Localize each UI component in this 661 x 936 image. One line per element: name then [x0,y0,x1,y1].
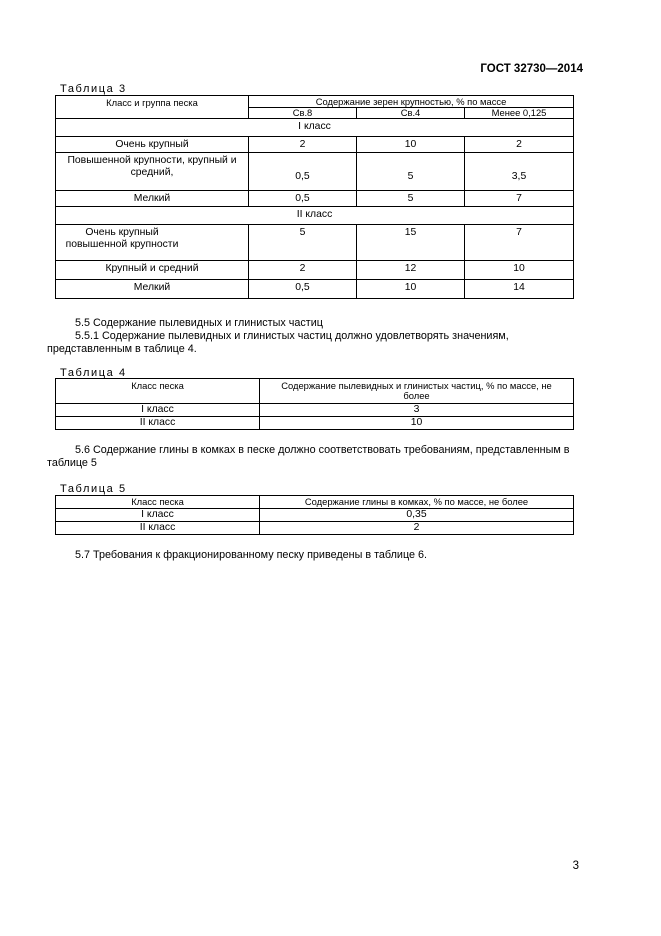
section-5-5-1-text: 5.5.1 Содержание пылевидных и глинистых частиц должно удовлетворять значениям, представленным в таблице 4. [47,330,509,355]
table-3-header-group: Содержание зерен крупностью, % по массе [249,96,574,108]
table-cell: 3 [260,404,574,417]
table-cell: 12 [357,261,465,280]
table-5 [55,495,574,535]
table-cell: 14 [465,280,574,299]
table-cell-label: Крупный и средний [56,261,249,280]
table-4-header-class: Класс песка [56,379,260,404]
document-code: ГОСТ 32730—2014 [480,63,583,75]
table-cell: 15 [357,225,465,261]
table-cell: 5 [357,153,465,191]
table-4-caption: Таблица 4 [60,367,127,379]
table-cell: 10 [357,280,465,299]
section-5-5-title: 5.5 Содержание пылевидных и глинистых частиц [75,317,323,329]
section-5-5 [47,317,583,356]
table-cell-label: I класс [56,509,260,522]
table-cell: 10 [465,261,574,280]
table-5-header-class: Класс песка [56,496,260,509]
table-cell: 10 [260,417,574,430]
table-cell: 5 [357,191,465,207]
table-cell: 0,5 [249,153,357,191]
table-cell-label: Очень крупный [56,137,249,153]
table-row [56,522,574,535]
page-number: 3 [572,860,579,872]
table-3-header-sub: Менее 0,125 [465,108,574,119]
table-cell-label: II класс [56,417,260,430]
table-cell: 2 [249,261,357,280]
table-cell-label: I класс [56,404,260,417]
table-row [56,509,574,522]
table-cell: 0,35 [260,509,574,522]
table-cell: 7 [465,225,574,261]
table-row [56,153,574,191]
table-cell-label: II класс [56,522,260,535]
table-cell: 2 [260,522,574,535]
table-3-section-1: I класс [56,119,574,137]
table-3-header-class: Класс и группа песка [56,96,249,119]
table-3 [55,95,574,299]
table-row [56,404,574,417]
table-4 [55,378,574,430]
table-5-caption: Таблица 5 [60,483,127,495]
table-row [56,280,574,299]
section-5-6-text: 5.6 Содержание глины в комках в песке должно соответствовать требованиям, представленным в таблице 5 [47,444,570,469]
table-cell: 2 [249,137,357,153]
section-5-7-text: 5.7 Требования к фракционированному песку приведены в таблице 6. [75,549,428,561]
table-3-section-2: II класс [56,207,574,225]
table-cell: 7 [465,191,574,207]
table-cell-label: Очень крупный повышенной крупности [56,225,249,261]
table-row [56,137,574,153]
table-cell: 0,5 [249,280,357,299]
table-cell-label: Мелкий [56,280,249,299]
table-cell: 5 [249,225,357,261]
table-3-header-sub: Св.4 [357,108,465,119]
table-cell: 2 [465,137,574,153]
table-row [56,417,574,430]
table-cell-label: Повышенной крупности, крупный и средний, [56,153,249,191]
table-row [56,225,574,261]
table-3-header-sub: Св.8 [249,108,357,119]
table-3-caption: Таблица 3 [60,83,127,95]
table-row [56,191,574,207]
table-cell: 10 [357,137,465,153]
table-5-header-content: Содержание глины в комках, % по массе, не более [260,496,574,509]
table-cell-label: Мелкий [56,191,249,207]
table-cell: 3,5 [465,153,574,191]
table-cell: 0,5 [249,191,357,207]
table-4-header-content: Содержание пылевидных и глинистых частиц, % по массе, не более [260,379,574,404]
table-row [56,261,574,280]
